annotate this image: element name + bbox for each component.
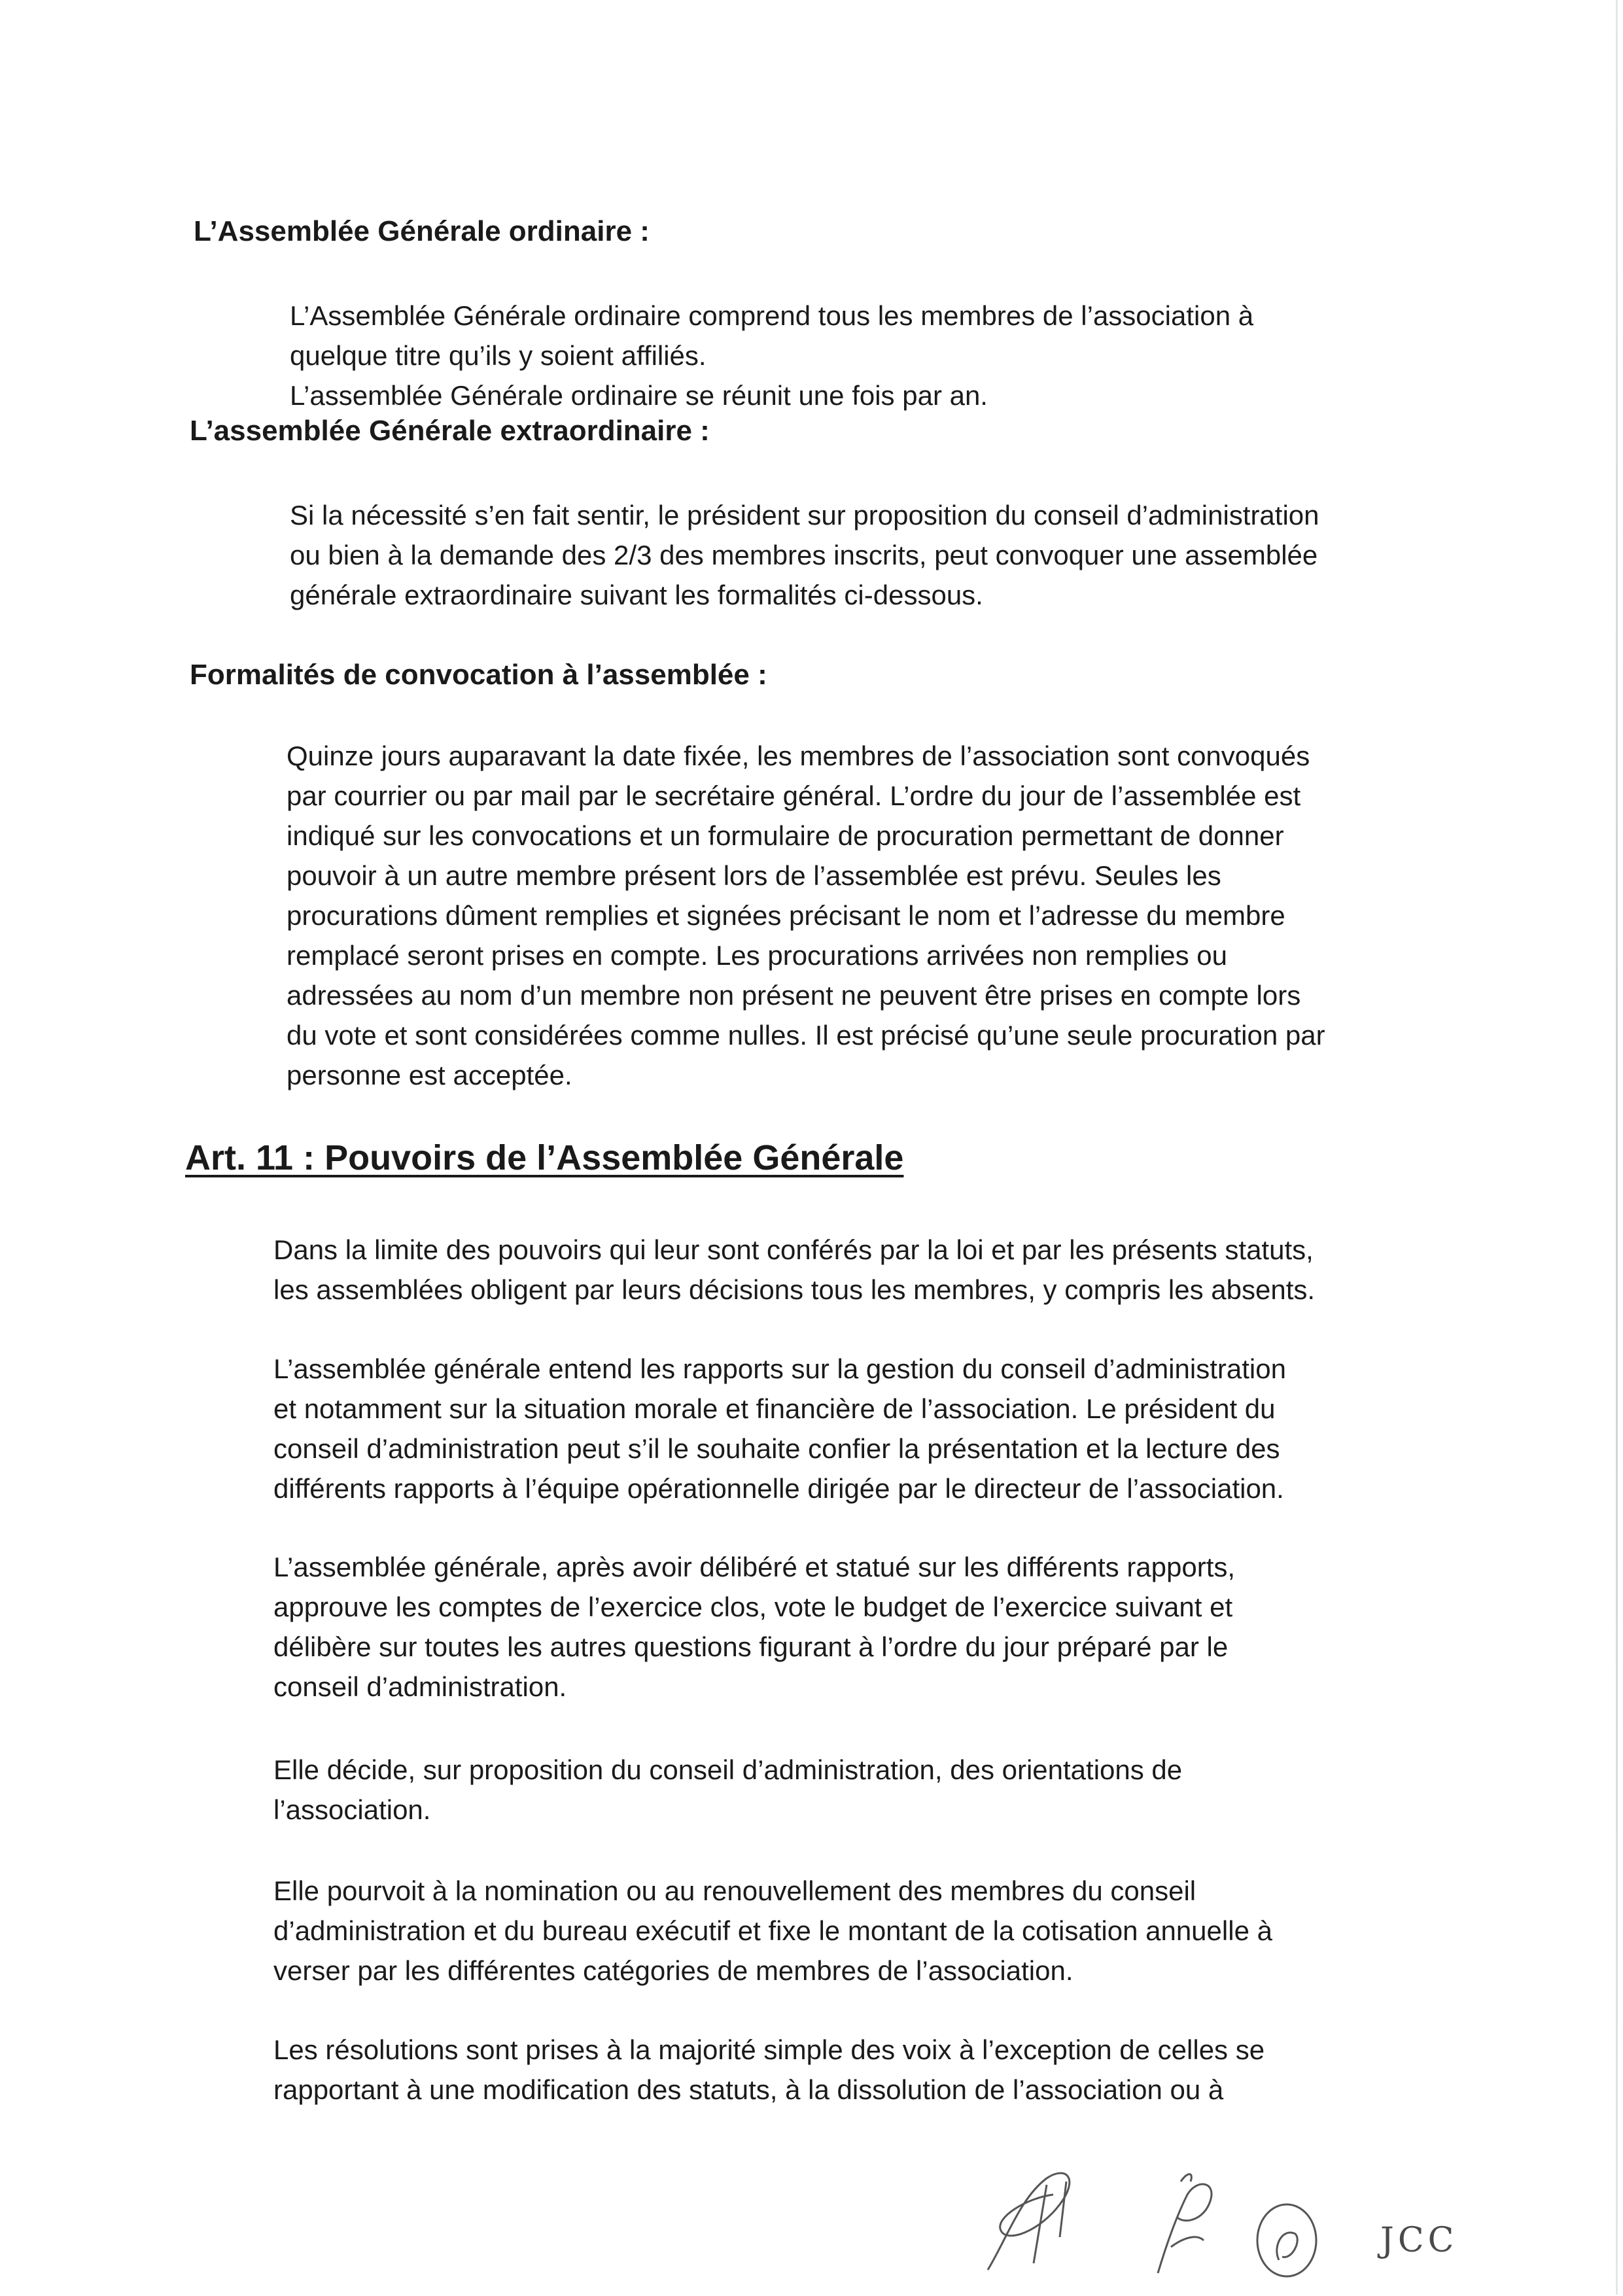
- text-line: et notamment sur la situation morale et financière de l’association. Le président du: [273, 1393, 1276, 1424]
- text-line: procurations dûment remplies et signées précisant le nom et l’adresse du membre: [287, 900, 1285, 931]
- paragraph-ag-ordinaire: [290, 296, 1422, 415]
- text-line: Les résolutions sont prises à la majorité simple des voix à l’exception de celles se: [273, 2034, 1265, 2065]
- article-11-paragraph-1: [273, 1230, 1422, 1310]
- text-line: verser par les différentes catégories de membres de l’association.: [273, 1955, 1073, 1986]
- handwritten-signature-3: [1246, 2178, 1331, 2296]
- text-line: L’assemblée Générale ordinaire se réunit une fois par an.: [290, 380, 988, 411]
- text-line: délibère sur toutes les autres questions figurant à l’ordre du jour préparé par le: [273, 1631, 1229, 1662]
- scan-page-edge: [1616, 0, 1618, 2295]
- article-11-paragraph-5: [273, 1871, 1422, 1991]
- text-line: Si la nécessité s’en fait sentir, le président sur proposition du conseil d’administration: [290, 500, 1319, 531]
- text-line: Quinze jours auparavant la date fixée, les membres de l’association sont convoqués: [287, 740, 1310, 771]
- article-11-title: Art. 11 : Pouvoirs de l’Assemblée Générale: [185, 1138, 904, 1177]
- handwritten-signature-1: [968, 2159, 1099, 2276]
- text-line: pouvoir à un autre membre présent lors de l’assemblée est prévu. Seules les: [287, 860, 1221, 891]
- handwritten-initials: JCC: [1380, 2221, 1458, 2260]
- heading-formalites-convocation: Formalités de convocation à l’assemblée :: [190, 659, 767, 691]
- handwritten-signature-2: [1132, 2165, 1230, 2283]
- text-line: indiqué sur les convocations et un formulaire de procuration permettant de donner: [287, 820, 1284, 851]
- text-line: conseil d’administration.: [273, 1671, 567, 1702]
- text-line: du vote et sont considérées comme nulles. Il est précisé qu’une seule procuration par: [287, 1020, 1325, 1051]
- article-11-paragraph-6: [273, 2030, 1422, 2110]
- text-line: conseil d’administration peut s’il le souhaite confier la présentation et la lecture des: [273, 1433, 1280, 1464]
- text-line: l’association.: [273, 1794, 431, 1825]
- article-11-paragraph-4: [273, 1750, 1422, 1830]
- text-line: ou bien à la demande des 2/3 des membres inscrits, peut convoquer une assemblée: [290, 540, 1318, 570]
- text-line: générale extraordinaire suivant les formalités ci-dessous.: [290, 580, 983, 610]
- text-line: par courrier ou par mail par le secrétaire général. L’ordre du jour de l’assemblée est: [287, 780, 1301, 811]
- text-line: adressées au nom d’un membre non présent ne peuvent être prises en compte lors: [287, 980, 1301, 1011]
- heading-ag-extraordinaire: L’assemblée Générale extraordinaire :: [190, 415, 710, 447]
- text-line: personne est acceptée.: [287, 1060, 572, 1090]
- heading-ag-ordinaire: L’Assemblée Générale ordinaire :: [194, 215, 650, 247]
- text-line: L’Assemblée Générale ordinaire comprend tous les membres de l’association à: [290, 300, 1254, 331]
- text-line: L’assemblée générale entend les rapports sur la gestion du conseil d’administration: [273, 1353, 1286, 1384]
- text-line: L’assemblée générale, après avoir délibéré et statué sur les différents rapports,: [273, 1552, 1236, 1582]
- text-line: Elle pourvoit à la nomination ou au renouvellement des membres du conseil: [273, 1875, 1196, 1906]
- article-11-paragraph-2: [273, 1349, 1422, 1508]
- paragraph-formalites: [287, 736, 1422, 1095]
- text-line: différents rapports à l’équipe opérationnelle dirigée par le directeur de l’association.: [273, 1473, 1284, 1504]
- article-11-paragraph-3: [273, 1547, 1422, 1707]
- text-line: Dans la limite des pouvoirs qui leur sont conférés par la loi et par les présents statuts,: [273, 1234, 1314, 1265]
- paragraph-ag-extraordinaire: [290, 495, 1422, 615]
- text-line: approuve les comptes de l’exercice clos, vote le budget de l’exercice suivant et: [273, 1592, 1233, 1622]
- text-line: rapportant à une modification des statuts, à la dissolution de l’association ou à: [273, 2074, 1224, 2105]
- text-line: quelque titre qu’ils y soient affiliés.: [290, 340, 707, 371]
- text-line: remplacé seront prises en compte. Les procurations arrivées non remplies ou: [287, 940, 1228, 971]
- text-line: Elle décide, sur proposition du conseil d’administration, des orientations de: [273, 1754, 1183, 1785]
- text-line: les assemblées obligent par leurs décisions tous les membres, y compris les absents.: [273, 1274, 1316, 1305]
- text-line: d’administration et du bureau exécutif et fixe le montant de la cotisation annuelle à: [273, 1915, 1272, 1946]
